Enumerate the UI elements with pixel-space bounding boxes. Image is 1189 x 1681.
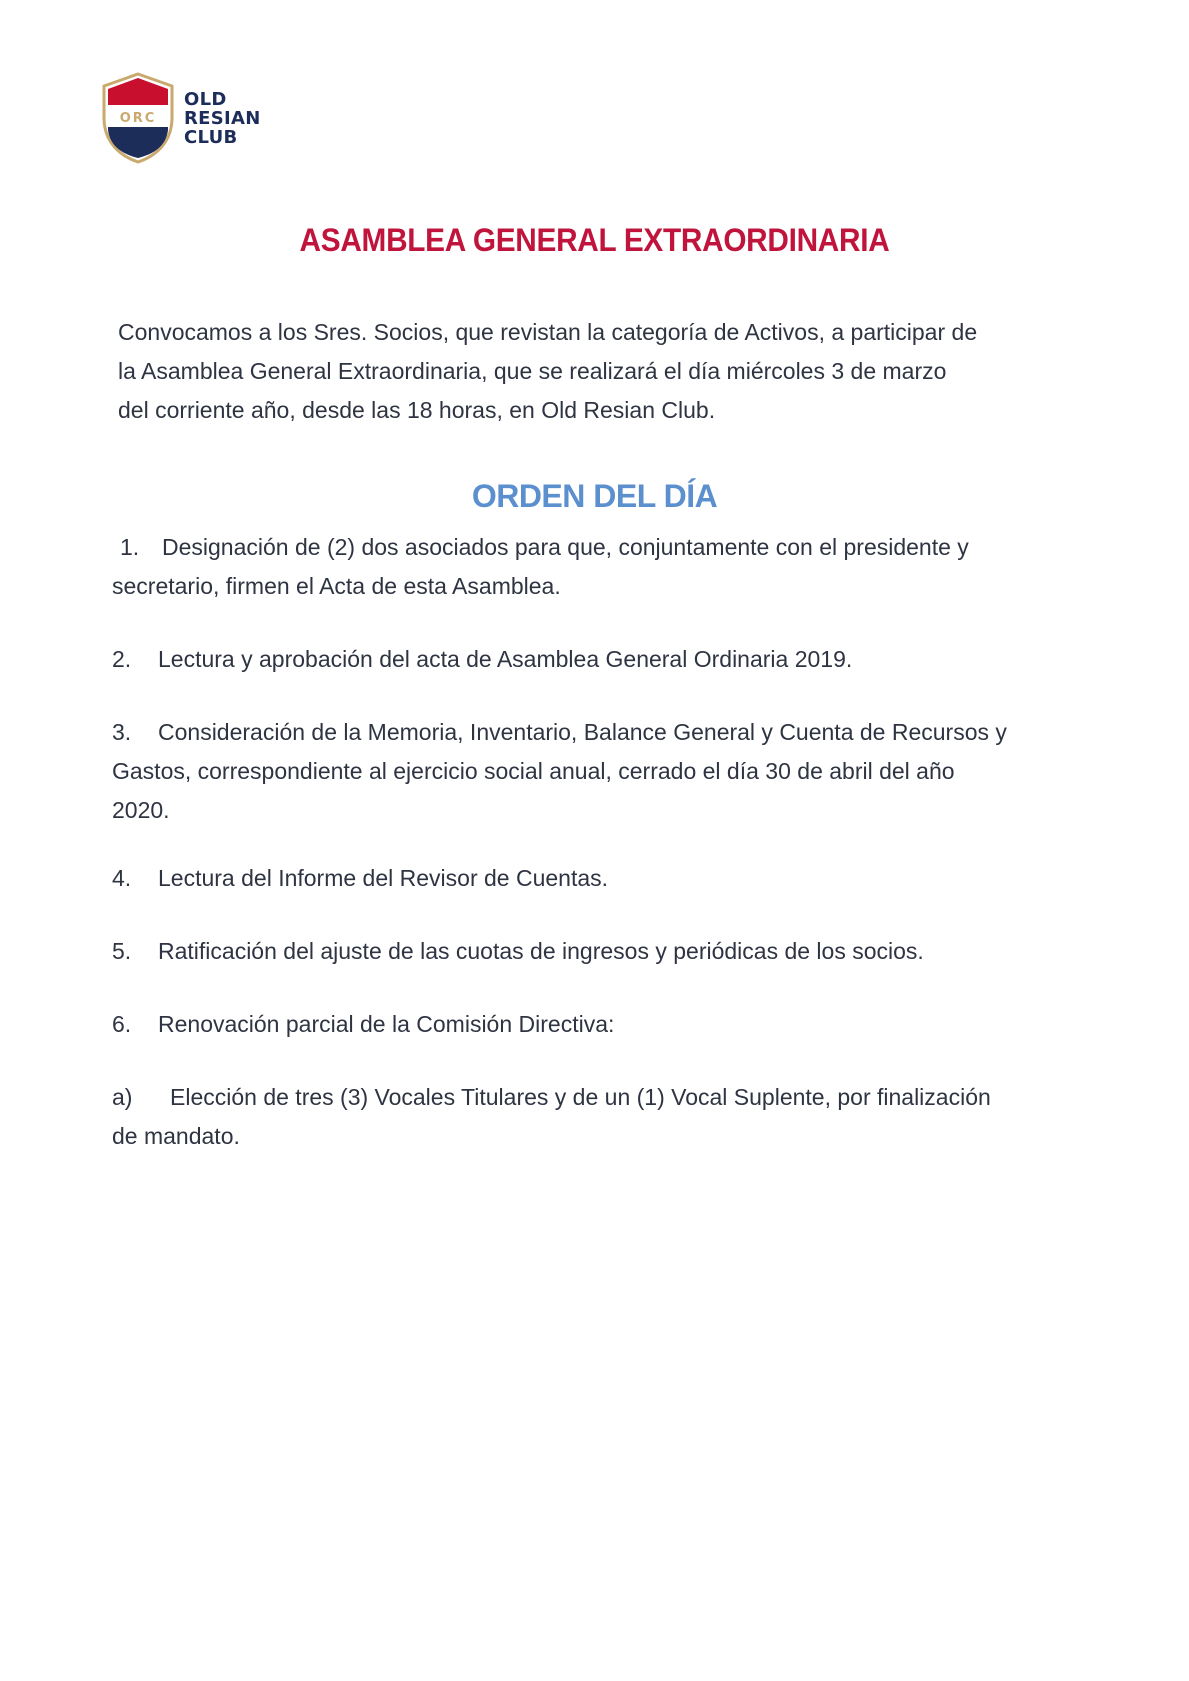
agenda-item-text: Lectura del Informe del Revisor de Cuentas. [158, 865, 609, 891]
agenda-item [112, 528, 1092, 606]
agenda-item-number: 4. [112, 865, 132, 891]
agenda-item-text: Consideración de la Memoria, Inventario, Balance General y Cuenta de Recursos y [158, 719, 1007, 745]
club-logo [100, 72, 261, 164]
agenda-item-text: Elección de tres (3) Vocales Titulares y de un (1) Vocal Suplente, por finalización [170, 1084, 991, 1110]
agenda-item [112, 932, 1092, 971]
logo-monogram: ORC [119, 111, 157, 126]
document-title: ASAMBLEA GENERAL EXTRAORDINARIA [299, 222, 890, 258]
logo-line: RESIAN [184, 107, 261, 129]
intro-line: del corriente año, desde las 18 horas, en Old Resian Club. [118, 397, 716, 423]
shield-icon [100, 72, 176, 164]
logo-line: CLUB [184, 126, 238, 148]
agenda-item [112, 713, 1092, 830]
intro-line: Convocamos a los Sres. Socios, que revistan la categoría de Activos, a participar de [118, 319, 978, 345]
agenda-item-text: Lectura y aprobación del acta de Asamblea General Ordinaria 2019. [158, 646, 853, 672]
intro-line: la Asamblea General Extraordinaria, que se realizará el día miércoles 3 de marzo [118, 358, 947, 384]
agenda-item-text: Gastos, correspondiente al ejercicio social anual, cerrado el día 30 de abril del año [112, 758, 955, 784]
agenda-item-text: Designación de (2) dos asociados para que, conjuntamente con el presidente y [162, 534, 969, 560]
agenda-item-number: 3. [112, 719, 132, 745]
agenda-item [112, 640, 1092, 679]
agenda-item-number: 6. [112, 1011, 132, 1037]
agenda-item-text: 2020. [112, 797, 170, 823]
logo-wordmark [184, 90, 261, 147]
agenda-item [112, 859, 1092, 898]
agenda-item-text: de mandato. [112, 1123, 240, 1149]
agenda-item-text: Renovación parcial de la Comisión Directiva: [158, 1011, 615, 1037]
agenda-item-number: 1. [120, 534, 140, 560]
agenda-subitem [112, 1078, 1092, 1156]
logo-line: OLD [184, 88, 227, 110]
agenda-title: ORDEN DEL DÍA [471, 478, 718, 514]
agenda-item-text: Ratificación del ajuste de las cuotas de ingresos y periódicas de los socios. [158, 938, 924, 964]
agenda-item [112, 1005, 1092, 1044]
intro-paragraph [118, 313, 1078, 430]
agenda-item-number: 2. [112, 646, 132, 672]
agenda-item-number: a) [112, 1084, 133, 1110]
agenda-item-text: secretario, firmen el Acta de esta Asamblea. [112, 573, 561, 599]
agenda-item-number: 5. [112, 938, 132, 964]
